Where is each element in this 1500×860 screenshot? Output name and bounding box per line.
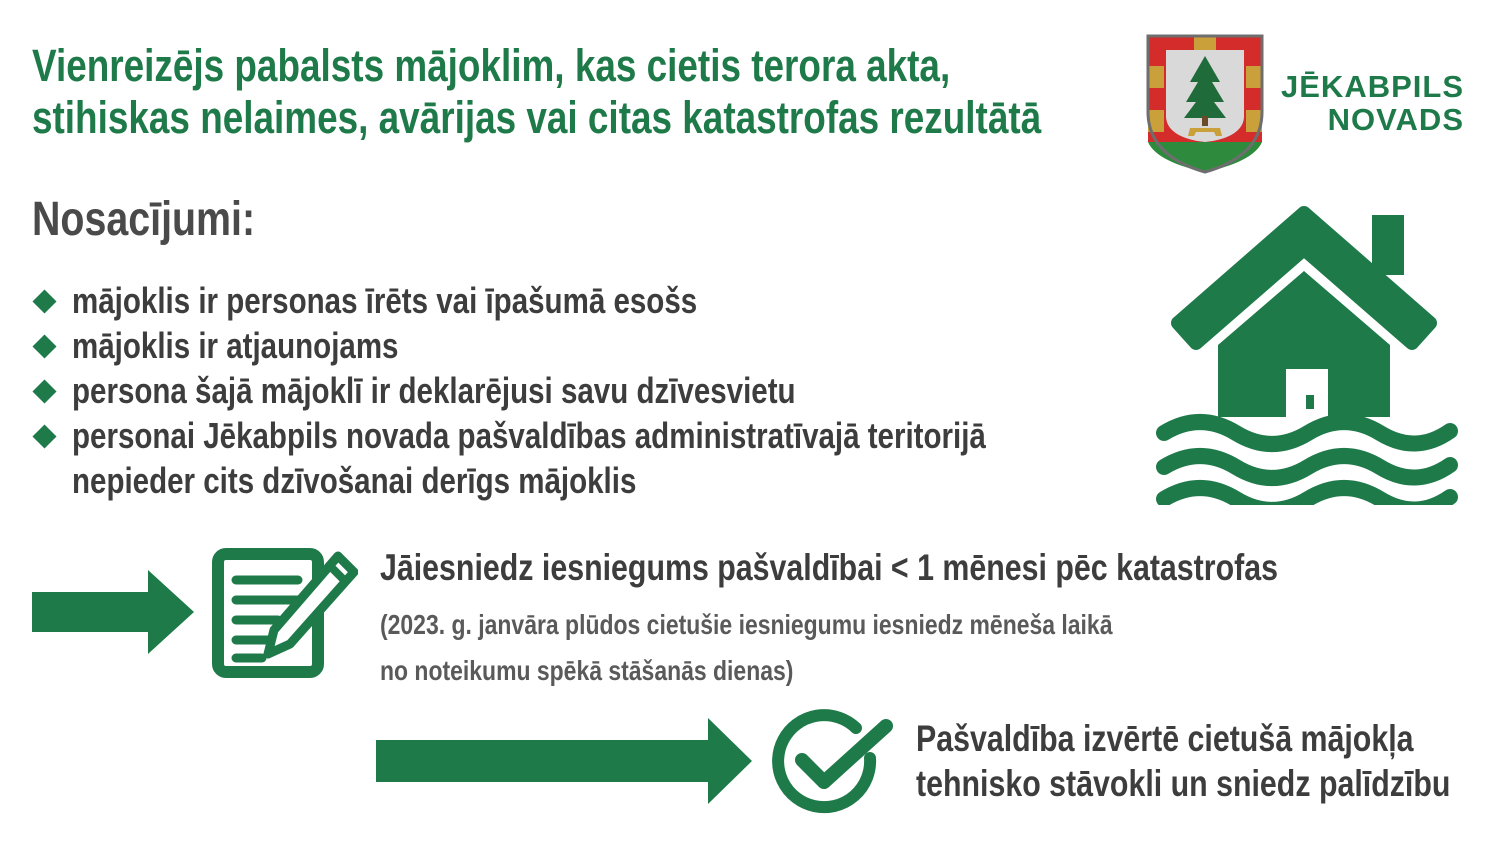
- condition-item: [32, 323, 1186, 368]
- condition-text: persona šajā mājoklī ir deklarējusi savu dzīvesvietu: [72, 370, 796, 411]
- diamond-bullet-icon: [32, 334, 56, 358]
- step2-line-2: tehnisko stāvokli un sniedz palīdzību: [916, 763, 1451, 804]
- condition-text: mājoklis ir atjaunojams: [72, 325, 399, 366]
- flooded-house-icon: [1150, 205, 1460, 505]
- arrow-right-icon: [32, 570, 194, 654]
- condition-item: [32, 278, 1186, 323]
- municipality-logo: [1144, 32, 1464, 177]
- conditions-heading: Nosacījumi:: [32, 193, 256, 246]
- condition-item: [32, 368, 1186, 413]
- diamond-bullet-icon: [32, 289, 56, 313]
- step2-text: [916, 716, 1450, 806]
- title-line-2: stihiskas nelaimes, avārijas vai citas katastrofas rezultātā: [32, 92, 1042, 143]
- arrow-right-icon: [376, 718, 752, 804]
- document-pencil-icon: [212, 548, 358, 678]
- logo-wordmark: [1272, 70, 1464, 136]
- step1-note-line-2: no noteikumu spēkā stāšanās dienas): [380, 655, 794, 686]
- diamond-bullet-icon: [32, 379, 56, 403]
- condition-text: personai Jēkabpils novada pašvaldības administratīvajā teritorijā nepieder cits dzīvošanai derīgs mājoklis: [72, 415, 986, 501]
- step2-line-1: Pašvaldība izvērtē cietušā mājokļa: [916, 718, 1414, 759]
- title-line-1: Vienreizējs pabalsts mājoklim, kas cietis terora akta,: [32, 40, 951, 91]
- step1-note: [380, 602, 1112, 694]
- page-title: [32, 40, 1042, 144]
- diamond-bullet-icon: [32, 424, 56, 448]
- step1-note-line-1: (2023. g. janvāra plūdos cietušie iesniegumu iesniedz mēneša laikā: [380, 609, 1113, 640]
- condition-text: mājoklis ir personas īrēts vai īpašumā esošs: [72, 280, 698, 321]
- jekabpils-coat-of-arms-icon: [1144, 32, 1266, 174]
- condition-item: [32, 413, 1186, 503]
- logo-line-2: NOVADS: [1327, 102, 1464, 137]
- step1-text: Jāiesniedz iesniegums pašvaldībai < 1 mēnesi pēc katastrofas: [380, 547, 1278, 588]
- conditions-list: [32, 278, 1186, 503]
- logo-line-1: JĒKABPILS: [1281, 69, 1464, 104]
- check-circle-icon: [770, 708, 900, 818]
